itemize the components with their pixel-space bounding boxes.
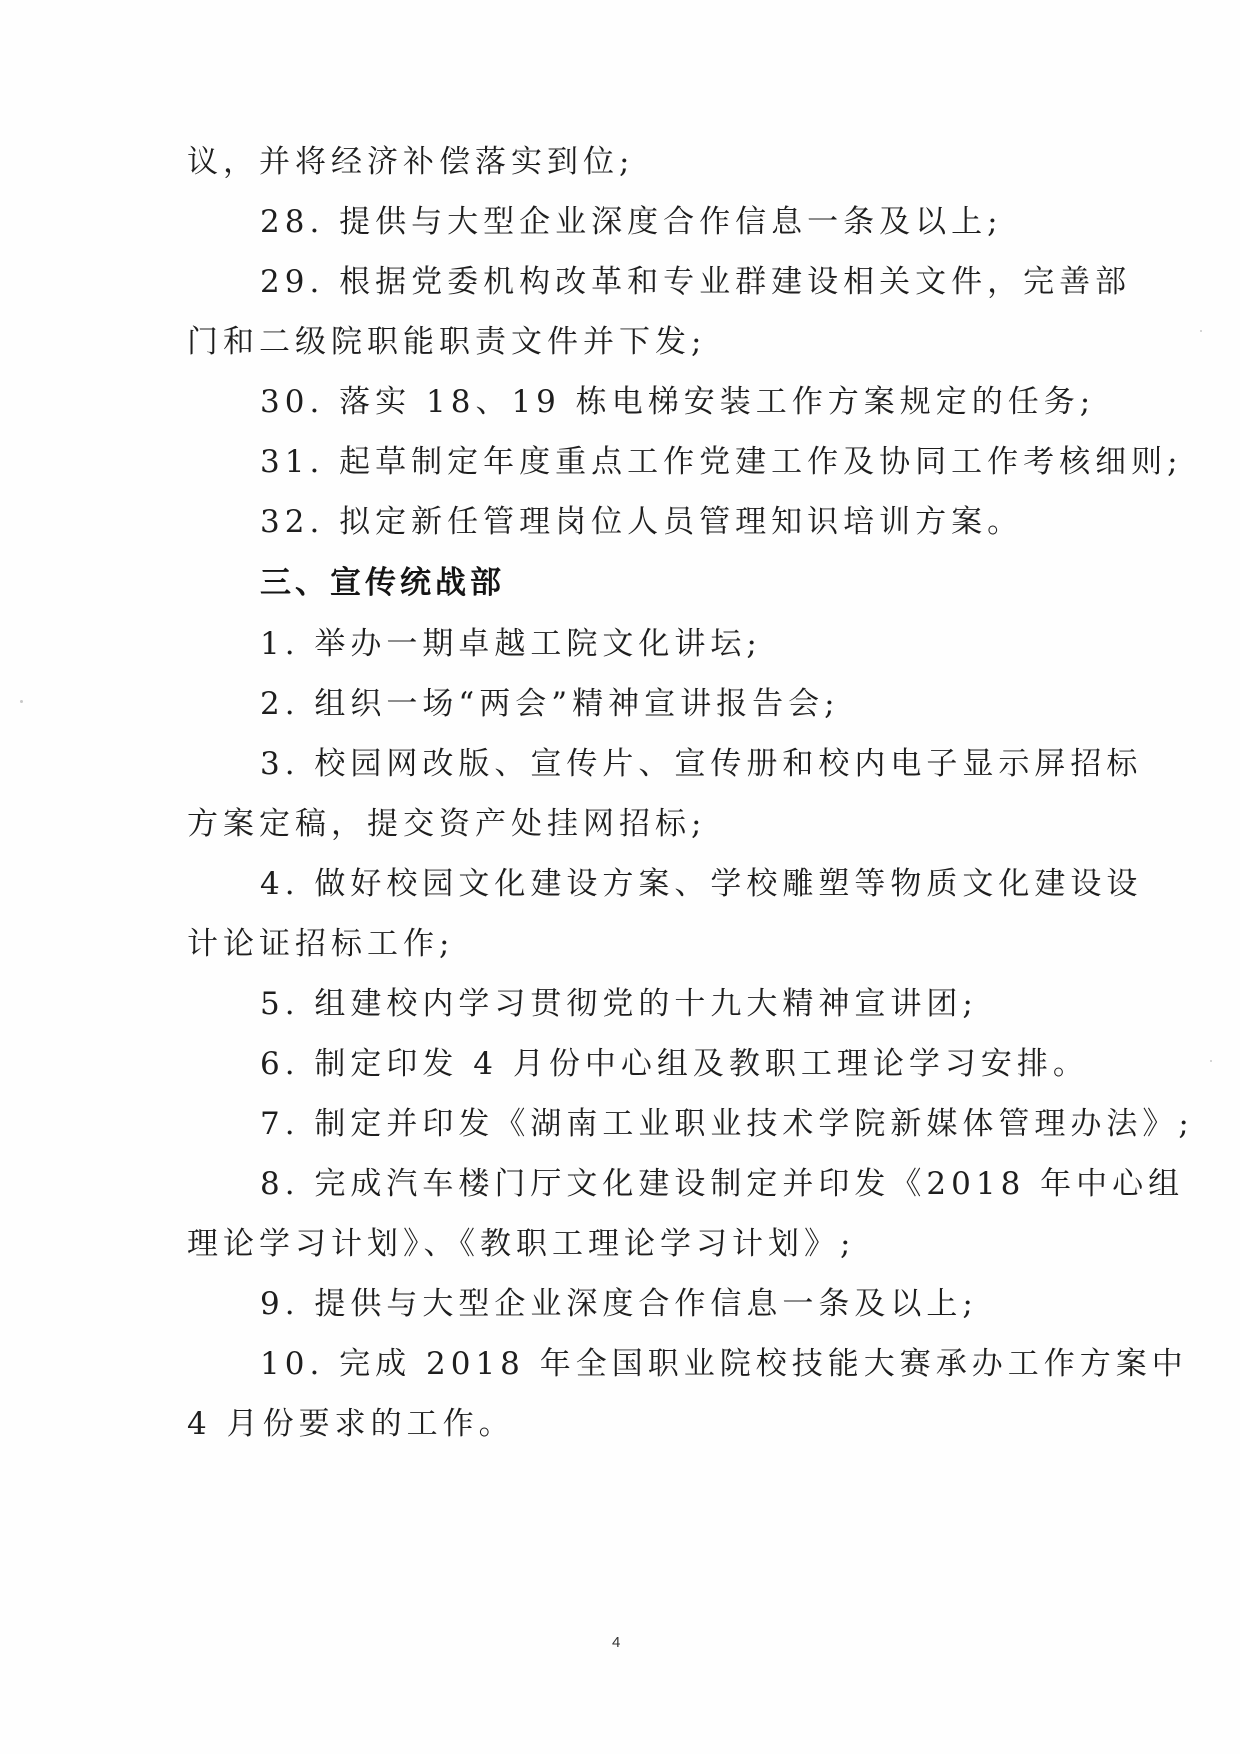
list-item-30: 30. 落实 18、19 栋电梯安装工作方案规定的任务; (260, 384, 1096, 420)
section-item-6: 6. 制定印发 4 月份中心组及教职工理论学习安排。 (260, 1046, 1089, 1082)
section-item-10: 10. 完成 2018 年全国职业院校技能大赛承办工作方案中 (260, 1346, 1188, 1382)
list-item-32: 32. 拟定新任管理岗位人员管理知识培训方案。 (260, 504, 1024, 540)
section-item-9: 9. 提供与大型企业深度合作信息一条及以上; (260, 1286, 978, 1322)
section-item-1: 1. 举办一期卓越工院文化讲坛; (260, 626, 762, 662)
section-item-4: 4. 做好校园文化建设方案、学校雕塑等物质文化建设设 (260, 866, 1143, 902)
section-item-7: 7. 制定并印发《湖南工业职业技术学院新媒体管理办法》; (260, 1106, 1194, 1142)
section-item-10-continued: 4 月份要求的工作。 (187, 1406, 515, 1442)
section-item-8: 8. 完成汽车楼门厅文化建设制定并印发《2018 年中心组 (260, 1166, 1185, 1202)
section-item-3: 3. 校园网改版、宣传片、宣传册和校内电子显示屏招标 (260, 746, 1143, 782)
page-number: 4 (612, 1634, 621, 1651)
list-item-31: 31. 起草制定年度重点工作党建工作及协同工作考核细则; (260, 444, 1183, 480)
scan-speck (1200, 330, 1202, 332)
section-heading: 三、宣传统战部 (260, 565, 505, 601)
scan-speck (20, 700, 23, 703)
list-item-29-continued: 门和二级院职能职责文件并下发; (187, 324, 707, 360)
section-item-3-continued: 方案定稿，提交资产处挂网招标; (187, 806, 707, 842)
list-item-28: 28. 提供与大型企业深度合作信息一条及以上; (260, 204, 1003, 240)
section-item-8-continued: 理论学习计划》、《教职工理论学习计划》; (187, 1226, 856, 1262)
scan-speck (1210, 1060, 1212, 1062)
section-item-4-continued: 计论证招标工作; (187, 926, 455, 962)
list-item-29: 29. 根据党委机构改革和专业群建设相关文件，完善部 (260, 264, 1132, 300)
section-item-5: 5. 组建校内学习贯彻党的十九大精神宣讲团; (260, 986, 978, 1022)
section-item-2: 2. 组织一场“两会”精神宣讲报告会; (260, 686, 840, 722)
continued-line-27: 议，并将经济补偿落实到位; (187, 144, 635, 180)
